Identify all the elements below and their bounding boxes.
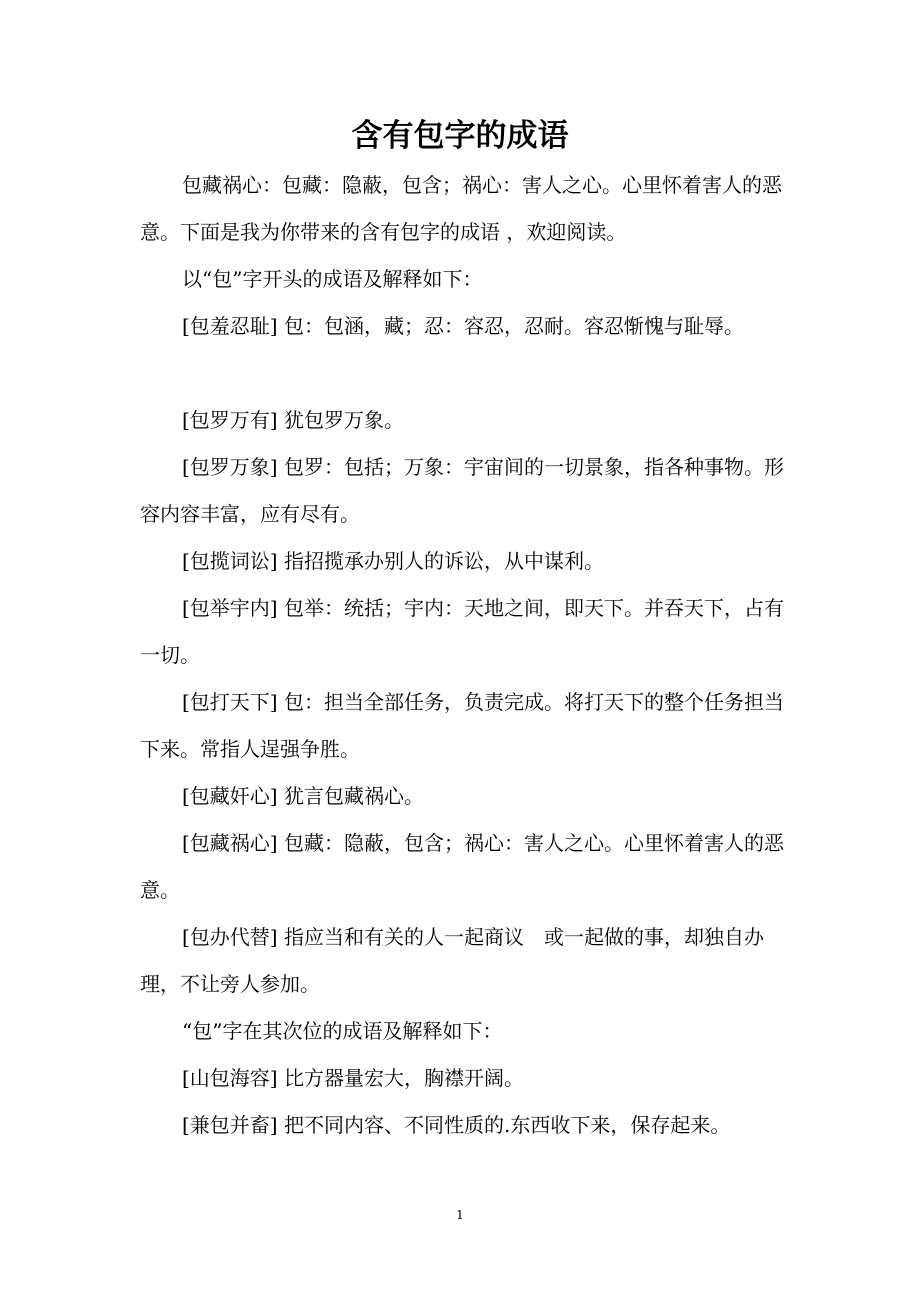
page-number: 1 — [456, 1208, 464, 1222]
idiom-entry: [包罗万有] 犹包罗万象。 — [182, 408, 404, 432]
intro-paragraph: 包藏祸心：包藏：隐蔽，包含；祸心：害人之心。心里怀着害人的恶意。下面是我为你带来的含有包字的成语 ，欢迎阅读。 — [140, 173, 782, 244]
idiom-entry: [包藏奸心] 犹言包藏祸心。 — [182, 784, 424, 808]
idiom-entry: [包揽词讼] 指招揽承办别人的诉讼，从中谋利。 — [182, 549, 604, 573]
section-heading-second: “包”字在其次位的成语及解释如下： — [182, 1019, 503, 1043]
idiom-entry: [包藏祸心] 包藏：隐蔽，包含；祸心：害人之心。心里怀着害人的恶意。 — [140, 831, 784, 902]
document-body — [140, 162, 800, 1149]
idiom-entry: [包举宇内] 包举：统括；宇内：天地之间，即天下。并吞天下，占有一切。 — [140, 596, 784, 667]
section-heading-leading: 以“包”字开头的成语及解释如下： — [182, 267, 483, 291]
document-title: 含有包字的成语 — [351, 118, 569, 154]
idiom-entry: [包羞忍耻] 包：包涵，藏；忍：容忍，忍耐。容忍惭愧与耻辱。 — [182, 314, 744, 338]
idiom-entry: [包罗万象] 包罗：包括；万象：宇宙间的一切景象，指各种事物。形容内容丰富，应有尽有。 — [140, 455, 784, 526]
idiom-entry: [兼包并畜] 把不同内容、不同性质的.东西收下来，保存起来。 — [182, 1113, 731, 1137]
idiom-entry: [山包海容] 比方器量宏大，胸襟开阔。 — [182, 1066, 524, 1090]
idiom-entry: [包打天下] 包：担当全部任务，负责完成。将打天下的整个任务担当下来。常指人逞强争胜。 — [140, 690, 784, 761]
idiom-entry: [包办代替] 指应当和有关的人一起商议 或一起做的事，却独自办理，不让旁人参加。 — [140, 925, 764, 996]
